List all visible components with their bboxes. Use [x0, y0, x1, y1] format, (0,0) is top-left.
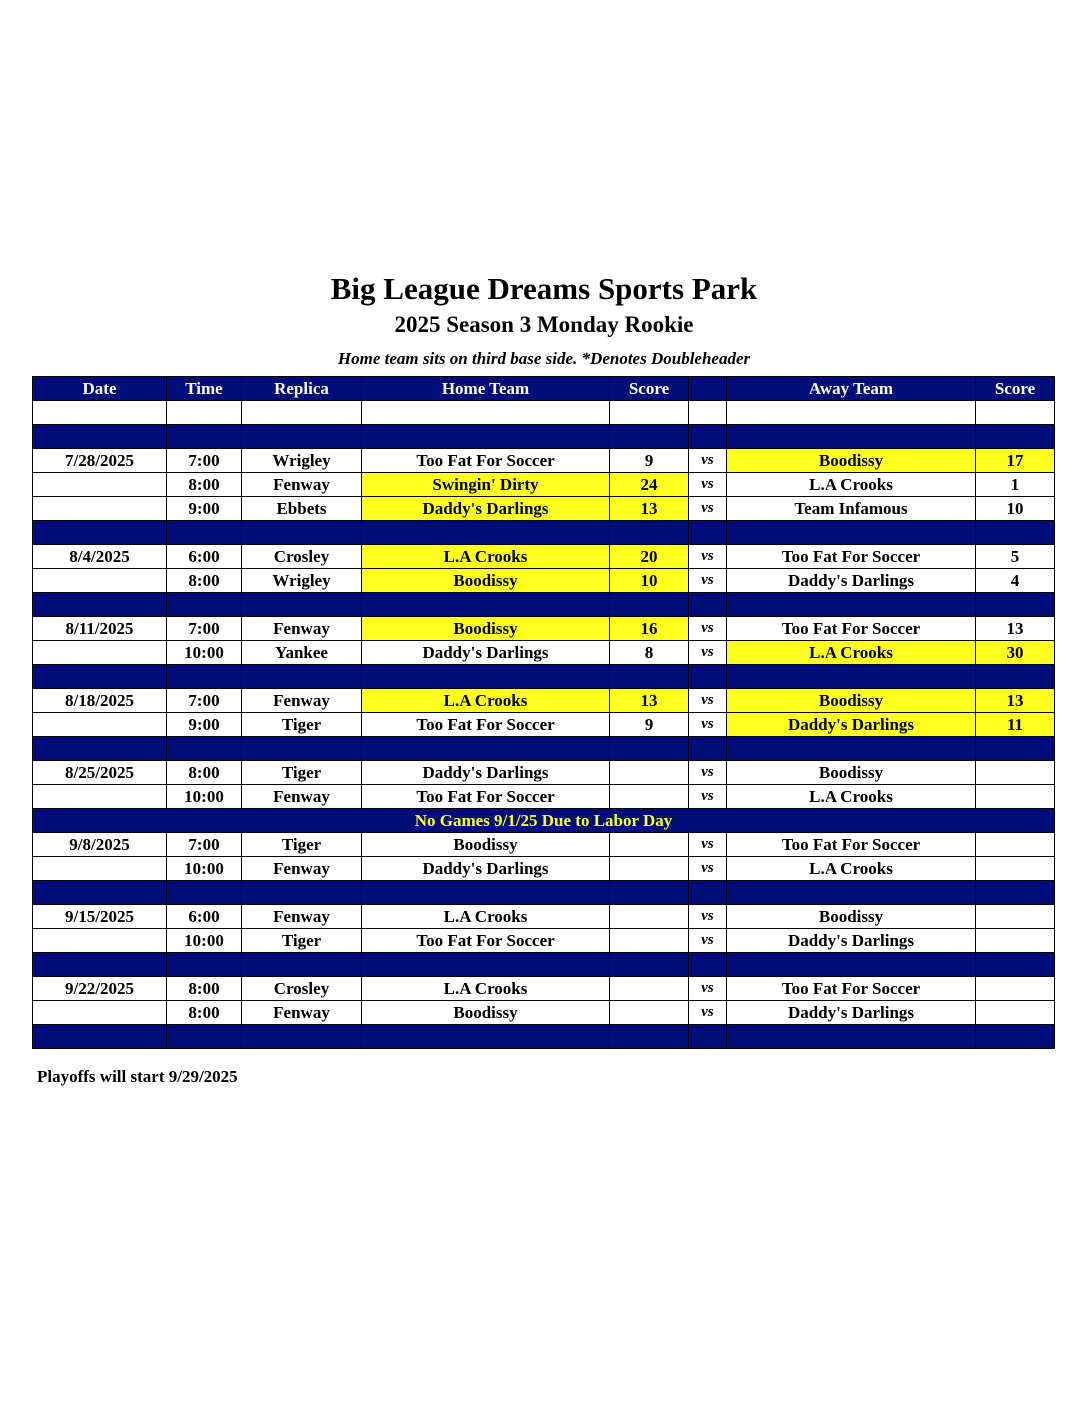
empty-cell: [362, 881, 610, 905]
home-team-cell: Daddy's Darlings: [362, 761, 610, 785]
table-row: [33, 929, 1055, 953]
empty-cell: [727, 1025, 976, 1049]
replica-cell: Tiger: [242, 833, 362, 857]
empty-cell: [167, 401, 242, 425]
empty-cell: [242, 953, 362, 977]
empty-cell: [242, 737, 362, 761]
home-team-cell: L.A Crooks: [362, 977, 610, 1001]
empty-cell: [362, 953, 610, 977]
empty-cell: [33, 665, 167, 689]
replica-cell: Tiger: [242, 761, 362, 785]
notice-text: No Games 9/1/25 Due to Labor Day: [33, 809, 1055, 833]
time-cell: 8:00: [167, 761, 242, 785]
home-score-cell: [610, 977, 689, 1001]
away-score-cell: [976, 1001, 1055, 1025]
table-row: [33, 785, 1055, 809]
schedule-table: [32, 376, 1055, 1049]
home-score-cell: 9: [610, 449, 689, 473]
vs-cell: vs: [689, 905, 727, 929]
vs-cell: vs: [689, 497, 727, 521]
empty-cell: [727, 737, 976, 761]
empty-cell: [689, 401, 727, 425]
replica-cell: Ebbets: [242, 497, 362, 521]
home-score-cell: 20: [610, 545, 689, 569]
vs-cell: vs: [689, 929, 727, 953]
table-row: [33, 545, 1055, 569]
time-cell: 10:00: [167, 929, 242, 953]
away-score-cell: 11: [976, 713, 1055, 737]
col-header-replica: Replica: [242, 377, 362, 401]
separator-row: [33, 953, 1055, 977]
empty-cell: [610, 593, 689, 617]
date-cell: 9/8/2025: [33, 833, 167, 857]
date-cell: [33, 929, 167, 953]
empty-cell: [727, 401, 976, 425]
away-score-cell: [976, 761, 1055, 785]
time-cell: 10:00: [167, 641, 242, 665]
home-score-cell: [610, 761, 689, 785]
away-team-cell: Daddy's Darlings: [727, 929, 976, 953]
away-score-cell: 1: [976, 473, 1055, 497]
home-score-cell: 24: [610, 473, 689, 497]
away-team-cell: Daddy's Darlings: [727, 713, 976, 737]
empty-cell: [33, 881, 167, 905]
time-cell: 8:00: [167, 473, 242, 497]
away-score-cell: [976, 977, 1055, 1001]
replica-cell: Tiger: [242, 929, 362, 953]
date-cell: 8/25/2025: [33, 761, 167, 785]
away-team-cell: L.A Crooks: [727, 857, 976, 881]
home-score-cell: [610, 1001, 689, 1025]
separator-row: [33, 593, 1055, 617]
empty-cell: [242, 401, 362, 425]
page-title: Big League Dreams Sports Park: [330, 271, 758, 306]
replica-cell: Tiger: [242, 713, 362, 737]
empty-cell: [689, 665, 727, 689]
table-row: [33, 497, 1055, 521]
date-cell: [33, 1001, 167, 1025]
empty-cell: [610, 881, 689, 905]
time-cell: 7:00: [167, 833, 242, 857]
date-cell: 7/28/2025: [33, 449, 167, 473]
table-row: [33, 569, 1055, 593]
empty-cell: [362, 425, 610, 449]
away-team-cell: Too Fat For Soccer: [727, 617, 976, 641]
empty-cell: [727, 425, 976, 449]
time-cell: 6:00: [167, 545, 242, 569]
empty-cell: [33, 953, 167, 977]
table-row: [33, 473, 1055, 497]
empty-cell: [167, 521, 242, 545]
away-team-cell: Daddy's Darlings: [727, 1001, 976, 1025]
table-row: [33, 641, 1055, 665]
empty-cell: [976, 881, 1055, 905]
home-score-cell: [610, 929, 689, 953]
empty-cell: [242, 1025, 362, 1049]
empty-cell: [610, 953, 689, 977]
playoffs-note: Playoffs will start 9/29/2025: [37, 1067, 238, 1086]
date-cell: [33, 641, 167, 665]
empty-cell: [33, 1025, 167, 1049]
vs-cell: vs: [689, 617, 727, 641]
away-score-cell: 17: [976, 449, 1055, 473]
replica-cell: Fenway: [242, 1001, 362, 1025]
vs-cell: vs: [689, 689, 727, 713]
col-header-home-score: Score: [610, 377, 689, 401]
empty-cell: [976, 737, 1055, 761]
home-team-cell: Daddy's Darlings: [362, 497, 610, 521]
separator-row: [33, 1025, 1055, 1049]
time-cell: 7:00: [167, 617, 242, 641]
away-team-cell: Boodissy: [727, 689, 976, 713]
home-team-cell: Too Fat For Soccer: [362, 785, 610, 809]
date-cell: 9/15/2025: [33, 905, 167, 929]
away-team-cell: Daddy's Darlings: [727, 569, 976, 593]
empty-cell: [167, 737, 242, 761]
vs-cell: vs: [689, 449, 727, 473]
empty-cell: [976, 1025, 1055, 1049]
empty-cell: [689, 737, 727, 761]
empty-cell: [242, 665, 362, 689]
home-score-cell: 10: [610, 569, 689, 593]
separator-row: [33, 881, 1055, 905]
vs-cell: vs: [689, 785, 727, 809]
empty-cell: [727, 665, 976, 689]
time-cell: 9:00: [167, 713, 242, 737]
empty-cell: [242, 881, 362, 905]
home-score-cell: 8: [610, 641, 689, 665]
date-cell: [33, 857, 167, 881]
replica-cell: Wrigley: [242, 449, 362, 473]
empty-cell: [362, 401, 610, 425]
date-cell: [33, 785, 167, 809]
away-score-cell: [976, 857, 1055, 881]
time-cell: 8:00: [167, 569, 242, 593]
away-team-cell: L.A Crooks: [727, 785, 976, 809]
separator-row: [33, 521, 1055, 545]
empty-cell: [33, 425, 167, 449]
away-team-cell: Too Fat For Soccer: [727, 545, 976, 569]
home-team-cell: Boodissy: [362, 833, 610, 857]
table-row: [33, 977, 1055, 1001]
vs-cell: vs: [689, 569, 727, 593]
home-score-cell: [610, 785, 689, 809]
date-cell: 8/4/2025: [33, 545, 167, 569]
home-team-cell: Daddy's Darlings: [362, 641, 610, 665]
empty-cell: [689, 953, 727, 977]
empty-cell: [33, 401, 167, 425]
away-score-cell: 5: [976, 545, 1055, 569]
separator-row: [33, 737, 1055, 761]
empty-cell: [167, 953, 242, 977]
empty-cell: [976, 521, 1055, 545]
date-cell: 8/11/2025: [33, 617, 167, 641]
away-team-cell: Team Infamous: [727, 497, 976, 521]
replica-cell: Fenway: [242, 689, 362, 713]
page-subtitle: 2025 Season 3 Monday Rookie: [394, 312, 694, 337]
empty-cell: [362, 1025, 610, 1049]
vs-cell: vs: [689, 761, 727, 785]
vs-cell: vs: [689, 545, 727, 569]
home-team-cell: Boodissy: [362, 617, 610, 641]
empty-cell: [242, 521, 362, 545]
col-header-vs: [689, 377, 727, 401]
empty-cell: [242, 593, 362, 617]
date-cell: 9/22/2025: [33, 977, 167, 1001]
notice-row: [33, 809, 1055, 833]
table-row: [33, 617, 1055, 641]
away-team-cell: Boodissy: [727, 449, 976, 473]
time-cell: 8:00: [167, 977, 242, 1001]
home-team-cell: L.A Crooks: [362, 689, 610, 713]
replica-cell: Fenway: [242, 857, 362, 881]
empty-cell: [689, 521, 727, 545]
away-score-cell: [976, 929, 1055, 953]
away-score-cell: [976, 833, 1055, 857]
col-header-away-score: Score: [976, 377, 1055, 401]
vs-cell: vs: [689, 641, 727, 665]
away-team-cell: Too Fat For Soccer: [727, 833, 976, 857]
home-team-cell: Boodissy: [362, 569, 610, 593]
home-team-cell: Boodissy: [362, 1001, 610, 1025]
separator-row: [33, 665, 1055, 689]
away-team-cell: L.A Crooks: [727, 641, 976, 665]
home-score-cell: [610, 905, 689, 929]
blank-row: [33, 401, 1055, 425]
table-row: [33, 857, 1055, 881]
time-cell: 6:00: [167, 905, 242, 929]
empty-cell: [689, 1025, 727, 1049]
empty-cell: [610, 401, 689, 425]
home-team-cell: Daddy's Darlings: [362, 857, 610, 881]
table-row: [33, 761, 1055, 785]
date-cell: 8/18/2025: [33, 689, 167, 713]
empty-cell: [362, 737, 610, 761]
replica-cell: Fenway: [242, 905, 362, 929]
empty-cell: [976, 401, 1055, 425]
date-cell: [33, 497, 167, 521]
empty-cell: [362, 521, 610, 545]
home-team-cell: Swingin' Dirty: [362, 473, 610, 497]
vs-cell: vs: [689, 473, 727, 497]
col-header-home-team: Home Team: [362, 377, 610, 401]
home-team-cell: Too Fat For Soccer: [362, 929, 610, 953]
vs-cell: vs: [689, 857, 727, 881]
time-cell: 7:00: [167, 689, 242, 713]
date-cell: [33, 473, 167, 497]
empty-cell: [727, 521, 976, 545]
away-team-cell: Too Fat For Soccer: [727, 977, 976, 1001]
away-team-cell: Boodissy: [727, 905, 976, 929]
time-cell: 10:00: [167, 785, 242, 809]
header-row: [33, 377, 1055, 401]
replica-cell: Fenway: [242, 785, 362, 809]
away-score-cell: 10: [976, 497, 1055, 521]
time-cell: 10:00: [167, 857, 242, 881]
empty-cell: [610, 521, 689, 545]
col-header-away-team: Away Team: [727, 377, 976, 401]
table-row: [33, 449, 1055, 473]
away-team-cell: L.A Crooks: [727, 473, 976, 497]
home-team-cell: L.A Crooks: [362, 545, 610, 569]
empty-cell: [167, 1025, 242, 1049]
vs-cell: vs: [689, 977, 727, 1001]
empty-cell: [242, 425, 362, 449]
date-cell: [33, 569, 167, 593]
away-team-cell: Boodissy: [727, 761, 976, 785]
home-score-cell: [610, 857, 689, 881]
home-score-cell: [610, 833, 689, 857]
vs-cell: vs: [689, 833, 727, 857]
empty-cell: [167, 425, 242, 449]
replica-cell: Fenway: [242, 473, 362, 497]
date-cell: [33, 713, 167, 737]
away-score-cell: [976, 785, 1055, 809]
away-score-cell: 13: [976, 617, 1055, 641]
home-score-cell: 13: [610, 689, 689, 713]
empty-cell: [610, 425, 689, 449]
col-header-date: Date: [33, 377, 167, 401]
table-row: [33, 689, 1055, 713]
table-row: [33, 1001, 1055, 1025]
empty-cell: [610, 665, 689, 689]
empty-cell: [610, 737, 689, 761]
away-score-cell: 4: [976, 569, 1055, 593]
vs-cell: vs: [689, 1001, 727, 1025]
table-row: [33, 905, 1055, 929]
empty-cell: [33, 521, 167, 545]
empty-cell: [610, 1025, 689, 1049]
empty-cell: [727, 593, 976, 617]
empty-cell: [727, 953, 976, 977]
empty-cell: [362, 593, 610, 617]
empty-cell: [33, 593, 167, 617]
empty-cell: [976, 953, 1055, 977]
replica-cell: Yankee: [242, 641, 362, 665]
empty-cell: [167, 881, 242, 905]
schedule-note: Home team sits on third base side. *Denotes Doubleheader: [337, 349, 751, 368]
col-header-time: Time: [167, 377, 242, 401]
empty-cell: [689, 593, 727, 617]
empty-cell: [362, 665, 610, 689]
home-score-cell: 13: [610, 497, 689, 521]
replica-cell: Crosley: [242, 545, 362, 569]
empty-cell: [689, 425, 727, 449]
away-score-cell: 30: [976, 641, 1055, 665]
time-cell: 8:00: [167, 1001, 242, 1025]
empty-cell: [727, 881, 976, 905]
empty-cell: [976, 425, 1055, 449]
empty-cell: [976, 665, 1055, 689]
schedule-body: [33, 401, 1055, 1049]
home-team-cell: Too Fat For Soccer: [362, 713, 610, 737]
separator-row: [33, 425, 1055, 449]
time-cell: 9:00: [167, 497, 242, 521]
vs-cell: vs: [689, 713, 727, 737]
replica-cell: Crosley: [242, 977, 362, 1001]
away-score-cell: [976, 905, 1055, 929]
table-row: [33, 713, 1055, 737]
table-row: [33, 833, 1055, 857]
home-team-cell: Too Fat For Soccer: [362, 449, 610, 473]
home-score-cell: 9: [610, 713, 689, 737]
empty-cell: [976, 593, 1055, 617]
replica-cell: Fenway: [242, 617, 362, 641]
home-score-cell: 16: [610, 617, 689, 641]
away-score-cell: 13: [976, 689, 1055, 713]
empty-cell: [167, 665, 242, 689]
time-cell: 7:00: [167, 449, 242, 473]
empty-cell: [33, 737, 167, 761]
empty-cell: [689, 881, 727, 905]
home-team-cell: L.A Crooks: [362, 905, 610, 929]
empty-cell: [167, 593, 242, 617]
replica-cell: Wrigley: [242, 569, 362, 593]
